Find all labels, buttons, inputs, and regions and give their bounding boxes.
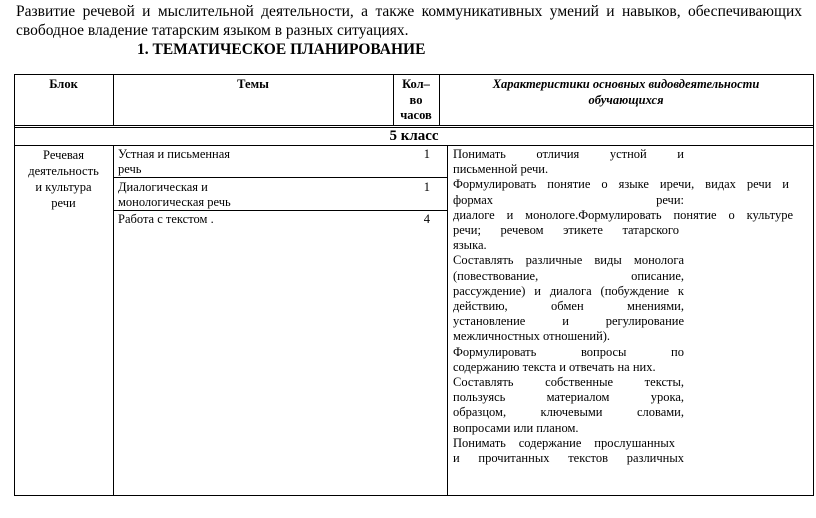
body-col-divider-1 [113,145,114,496]
table-top-border [14,74,814,75]
desc-line: образцом, ключевыми словами, [453,405,684,420]
header-hours [393,77,439,124]
desc-line: Составлять собственные тексты, [453,375,684,390]
header-hours-line-2: во [409,92,423,107]
topic-1-line-2: речь [118,162,142,177]
desc-line: Понимать отличия устной и [453,147,684,161]
desc-line: Формулировать вопросы по [453,344,684,359]
desc-line: речи; речевом этикете татарского [453,223,679,238]
block-label-line-4: речи [51,196,76,210]
block-label [14,147,113,211]
desc-line: (повествование, описание, [453,268,684,283]
desc-line: межличностных отношений). [453,329,611,344]
header-characteristics [439,77,813,108]
intro-line-1: Развитие речевой и мыслительной деятельности, а также коммуникативных умений и навыков, обеспечивающих [16,3,802,20]
header-characteristics-line-2: обучающихся [588,92,664,107]
desc-line: вопросами или планом. [453,420,579,435]
desc-line: пользуясь материалом урока, [453,390,684,405]
desc-line: языка. [453,238,487,253]
desc-line: действию, обмен мнениями, [453,299,684,314]
topic-1-line-1: Устная и письменная [118,147,231,161]
desc-line: Составлять различные виды монолога [453,253,684,268]
block-label-line-2: деятельность [28,164,99,178]
intro-paragraph [16,2,802,40]
intro-line-2: свободное владение татарским языком в разных ситуациях. [16,22,409,39]
section-title: 1. ТЕМАТИЧЕСКОЕ ПЛАНИРОВАНИЕ [137,41,426,58]
desc-line: Формулировать понятие о языке иречи, видах речи и [453,177,789,192]
desc-line: формах речи: [453,192,684,207]
hours-row-2: 1 [423,180,430,194]
topic-row-2 [118,180,388,210]
topic-row-1 [118,147,388,177]
block-label-line-3: и культура [35,180,92,194]
desc-line: и прочитанных текстов различных [453,451,684,466]
desc-line: диалоге и монологе.Формулировать понятие о культуре [453,207,793,222]
header-characteristics-line-1: Характеристики основных видовдеятельности [492,77,760,91]
desc-line: рассуждение) и диалога (побуждение к [453,283,684,298]
header-divider [14,125,814,126]
topic-2-line-2: монологическая речь [118,195,231,210]
topic-2-line-1: Диалогическая и [118,180,208,194]
header-block: Блок [49,77,78,91]
grade-row-divider [14,145,814,146]
header-hours-line-1: Кол– [402,77,430,91]
topic-3-line-1: Работа с текстом . [118,212,214,226]
desc-line: Понимать содержание прослушанных [453,435,675,450]
table-bottom-border [14,495,814,496]
body-col-divider-2 [447,145,448,496]
topic-row-3 [118,212,388,227]
block-label-line-1: Речевая [43,148,84,162]
desc-line: содержанию текста и отвечать на них. [453,359,656,374]
header-topics: Темы [237,77,269,91]
hours-row-3: 4 [423,212,430,226]
characteristics-text [453,147,793,466]
hours-row-1: 1 [423,147,430,161]
desc-line: установление и регулирование [453,314,684,329]
desc-line: письменной речи. [453,162,549,177]
grade-label: 5 класс [389,128,439,144]
header-hours-line-3: часов [400,108,432,122]
